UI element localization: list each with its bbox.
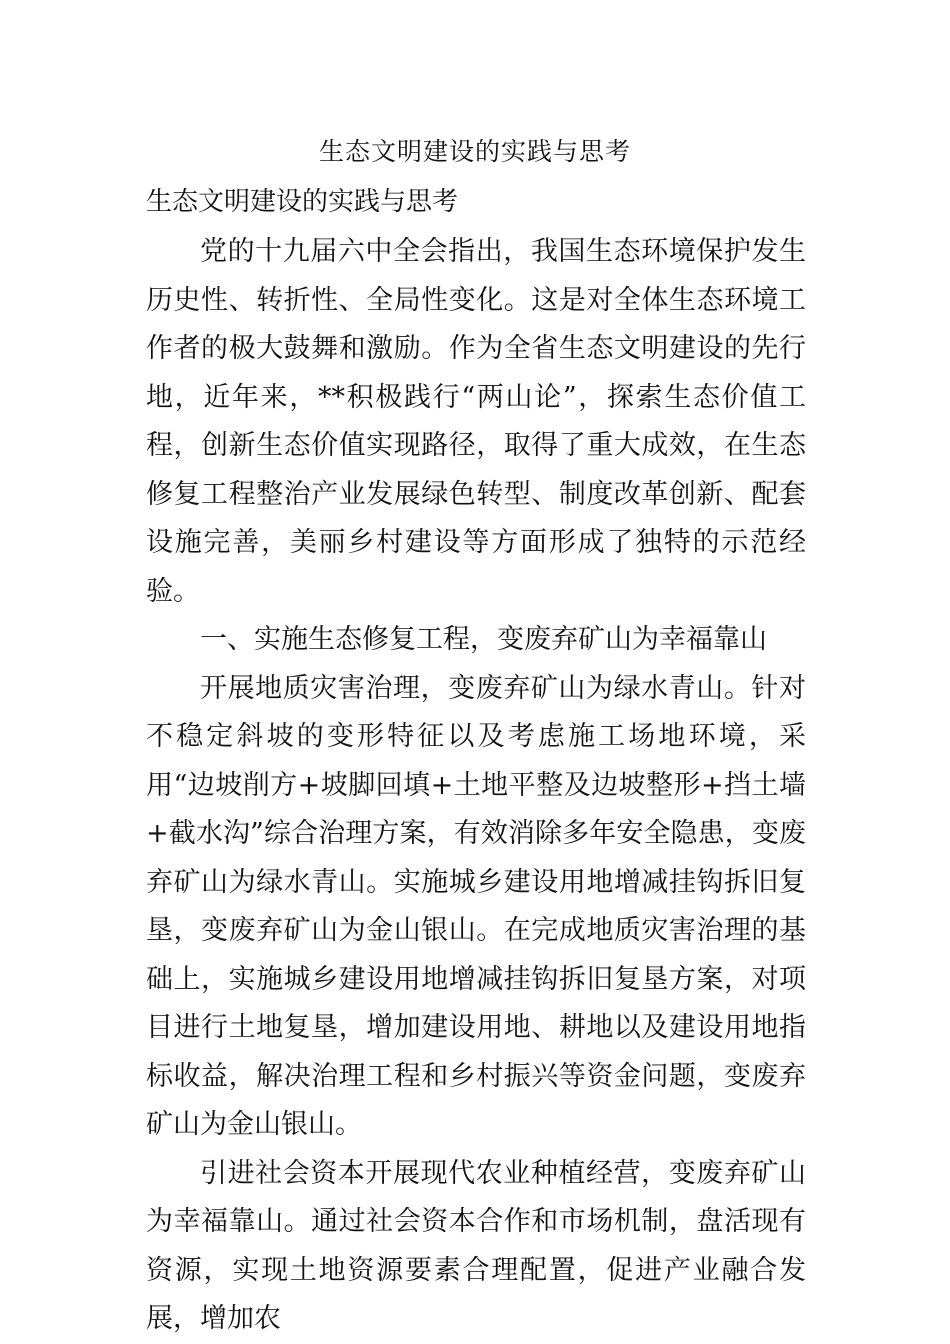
- document-title: 生态文明建设的实践与思考: [318, 137, 631, 166]
- document-body: [146, 228, 806, 1344]
- section-heading-1: 一、实施生态修复工程，变废弃矿山为幸福靠山: [200, 624, 767, 655]
- paragraph-intro: 党的十九届六中全会指出，我国生态环境保护发生历史性、转折性、全局性变化。这是对全体生态环境工作者的极大鼓舞和激励。作为全省生态文明建设的先行地，近年来，**积极践行“两山论”，探索生态价值工程，创新生态价值实现路径，取得了重大成效，在生态修复工程整治产业发展绿色转型、制度改革创新、配套设施完善，美丽乡村建设等方面形成了独特的示范经验。: [146, 236, 806, 607]
- paragraph-capital: 引进社会资本开展现代农业种植经营，变废弃矿山为幸福靠山。通过社会资本合作和市场机制，盘活现有资源，实现土地资源要素合理配置，促进产业融合发展，增加农: [146, 1157, 806, 1334]
- document-subtitle: 生态文明建设的实践与思考: [146, 187, 459, 217]
- paragraph-geology: 开展地质灾害治理，变废弃矿山为绿水青山。针对不稳定斜坡的变形特征以及考虑施工场地环境，采用“边坡削方+坡脚回填+土地平整及边坡整形+挡土墙+截水沟”综合治理方案，有效消除多年安全隐患，变废弃矿山为绿水青山。实施城乡建设用地增减挂钩拆旧复垦，变废弃矿山为金山银山。在完成地质灾害治理的基础上，实施城乡建设用地增减挂钩拆旧复垦方案，对项目进行土地复垦，增加建设用地、耕地以及建设用地指标收益，解决治理工程和乡村振兴等资金问题，变废弃矿山为金山银山。: [146, 672, 806, 1140]
